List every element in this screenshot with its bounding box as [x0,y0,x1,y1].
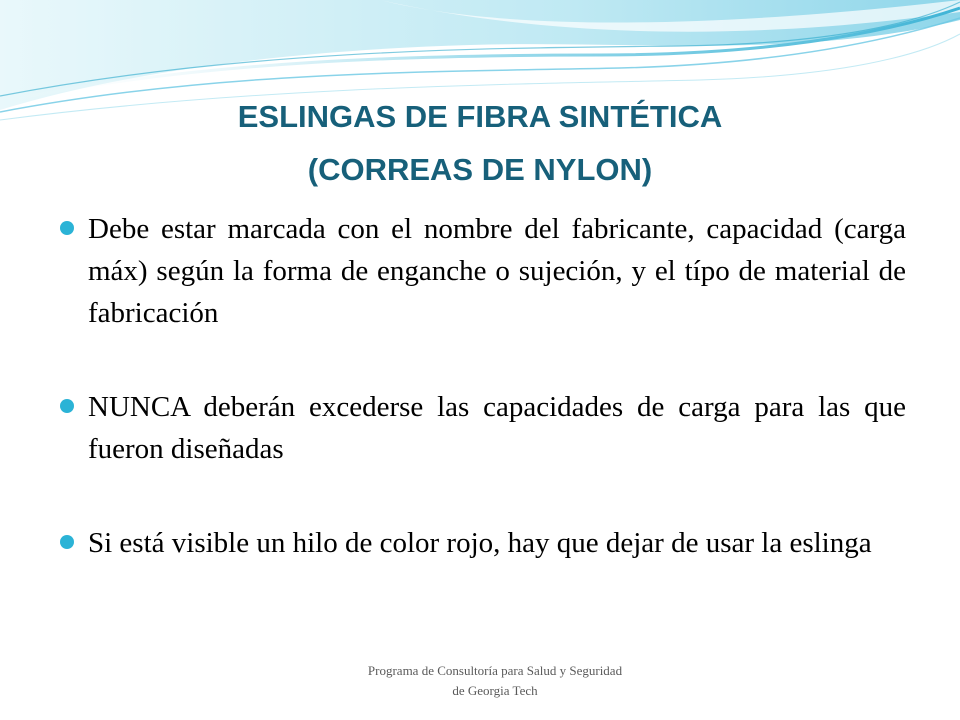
bullet-item [60,208,906,334]
bullet-item [60,386,906,470]
bullet-dot-icon [60,535,74,549]
bullet-item [60,522,906,564]
bullet-text: Debe estar marcada con el nombre del fabricante, capacidad (carga máx) según la forma de enganche o sujeción, y el típo de material de fabricación [88,213,906,329]
bullet-text: NUNCA deberán excederse las capacidades de carga para las que fueron diseñadas [88,391,906,465]
bullet-list [60,208,906,564]
footer-line-1: Programa de Consultoría para Salud y Seguridad [367,663,623,678]
title-line-2: (CORREAS DE NYLON) [307,152,653,187]
bullet-dot-icon [60,399,74,413]
slide-footer [320,661,670,701]
bullet-dot-icon [60,221,74,235]
slide-title [100,90,860,196]
title-line-1: ESLINGAS DE FIBRA SINTÉTICA [237,99,723,134]
footer-line-2: de Georgia Tech [452,683,538,698]
bullet-text: Si está visible un hilo de color rojo, hay que dejar de usar la eslinga [88,527,872,559]
